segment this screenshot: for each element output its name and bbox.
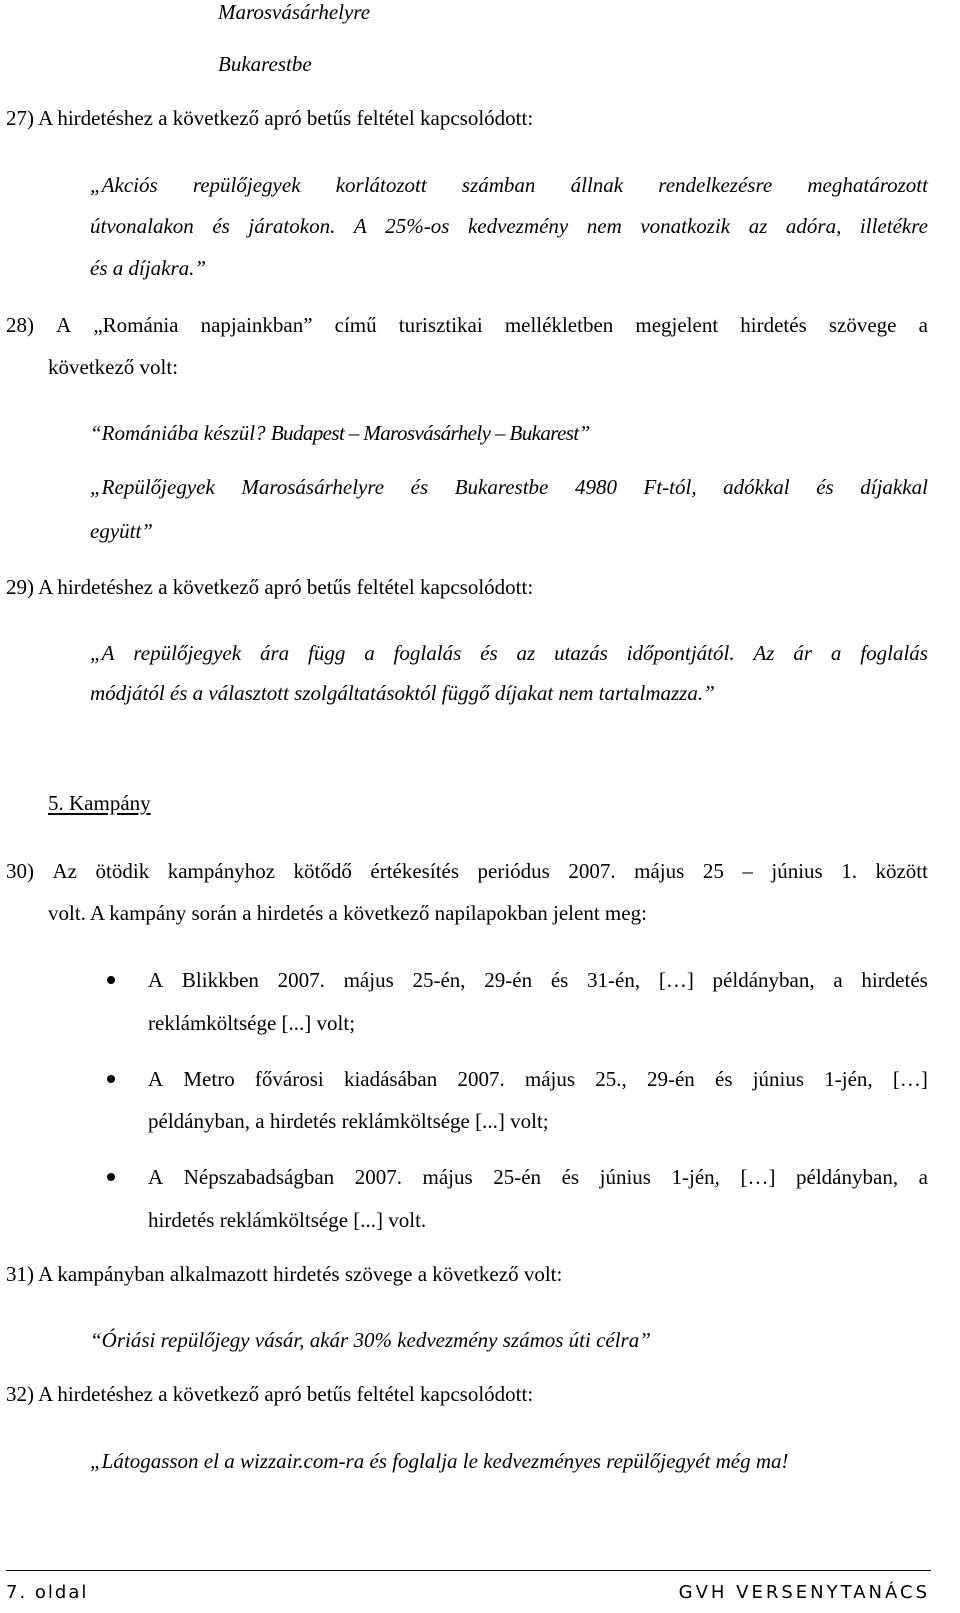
word: és bbox=[816, 475, 834, 499]
question-30-line-2: volt. A kampány során a hirdetés a következő napilapokban jelent meg: bbox=[48, 901, 647, 925]
word: adóra, bbox=[785, 214, 842, 238]
bullet-2-line-2: példányban, a hirdetés reklámköltsége [...] volt; bbox=[148, 1109, 549, 1133]
word: 25-én, bbox=[412, 968, 466, 992]
ad-text-2-line-1 bbox=[90, 477, 928, 498]
bullet-icon bbox=[107, 1075, 115, 1083]
question-27-quote-line-1 bbox=[90, 175, 928, 196]
word: az bbox=[748, 214, 768, 238]
word: vonatkozik bbox=[640, 214, 731, 238]
question-29-quote-line-1 bbox=[90, 643, 928, 664]
word: és bbox=[480, 641, 498, 665]
word: Blikkben bbox=[181, 968, 259, 992]
word: repülőjegyek bbox=[133, 641, 242, 665]
word: és bbox=[550, 968, 569, 992]
ad-text-2-line-2: együtt” bbox=[90, 519, 153, 543]
ad-text-1-question: “Romániába készül? bbox=[90, 421, 266, 445]
word: Népszabadságban bbox=[183, 1165, 335, 1189]
word: és bbox=[212, 214, 230, 238]
word: „Repülőjegyek bbox=[90, 475, 215, 499]
bullet-3-line-2: hirdetés reklámköltsége [...] volt. bbox=[148, 1208, 427, 1232]
word: ára bbox=[259, 641, 290, 665]
word: Marosásárhelyre bbox=[241, 475, 385, 499]
question-31-label: 31) A kampányban alkalmazott hirdetés szövege a következő volt: bbox=[6, 1262, 563, 1286]
word: A bbox=[148, 968, 164, 992]
word: Az bbox=[753, 641, 775, 665]
word: 25%-os bbox=[385, 214, 450, 238]
word: díjakkal bbox=[860, 475, 928, 499]
word: a bbox=[833, 968, 843, 992]
word: meghatározott bbox=[807, 173, 928, 197]
word: és bbox=[561, 1165, 580, 1189]
word: útvonalakon bbox=[90, 214, 194, 238]
word: mellékletben bbox=[504, 313, 614, 337]
word: értékesítés bbox=[370, 859, 460, 883]
word: függ bbox=[308, 641, 346, 665]
word: Bukarestbe bbox=[454, 475, 549, 499]
word: a bbox=[918, 313, 928, 337]
word: repülőjegyek bbox=[192, 173, 301, 197]
question-27-label: 27) A hirdetéshez a következő apró betűs feltétel kapcsolódott: bbox=[6, 106, 534, 130]
word: példányban, bbox=[712, 968, 815, 992]
bullet-icon bbox=[107, 1173, 115, 1181]
bullet-1-line-2: reklámköltsége [...] volt; bbox=[148, 1011, 356, 1035]
question-28-line-2: következő volt: bbox=[48, 355, 179, 379]
word: 1-jén, bbox=[671, 1165, 720, 1189]
word: 4980 bbox=[574, 475, 617, 499]
word: 2007. bbox=[568, 859, 616, 883]
word: Metro bbox=[183, 1067, 235, 1091]
question-32-label: 32) A hirdetéshez a következő apró betűs feltétel kapcsolódott: bbox=[6, 1382, 534, 1406]
word: A bbox=[148, 1165, 164, 1189]
bullet-2-line-1 bbox=[148, 1069, 928, 1090]
option-bukarestbe: Bukarestbe bbox=[218, 52, 312, 76]
word: 1-jén, bbox=[824, 1067, 873, 1091]
question-29-quote-line-2: módjától és a választott szolgáltatásoktól függő díjakat nem tartalmazza.” bbox=[90, 681, 715, 705]
word: […] bbox=[892, 1067, 928, 1091]
word: számban bbox=[461, 173, 536, 197]
word: foglalás bbox=[393, 641, 462, 665]
word: nem bbox=[586, 214, 622, 238]
word: A bbox=[148, 1067, 164, 1091]
word: 29-én bbox=[646, 1067, 695, 1091]
word: korlátozott bbox=[335, 173, 427, 197]
section-heading: 5. Kampány bbox=[48, 791, 151, 815]
word: állnak bbox=[570, 173, 624, 197]
word: fővárosi bbox=[254, 1067, 324, 1091]
word: május bbox=[343, 968, 394, 992]
word: illetékre bbox=[859, 214, 928, 238]
word: hirdetés bbox=[740, 313, 807, 337]
word: Az bbox=[52, 859, 78, 883]
word: 28) bbox=[6, 313, 34, 337]
word: utazás bbox=[554, 641, 608, 665]
word: […] bbox=[658, 968, 694, 992]
word: periódus bbox=[477, 859, 550, 883]
footer-organization: GVH VERSENYTANÁCS bbox=[678, 1582, 930, 1603]
word: június bbox=[752, 1067, 805, 1091]
word: adókkal bbox=[723, 475, 790, 499]
word: az bbox=[516, 641, 536, 665]
word: […] bbox=[740, 1165, 776, 1189]
question-27-quote-line-3: és a díjakra.” bbox=[90, 256, 207, 280]
word: június bbox=[771, 859, 823, 883]
word: kampányhoz bbox=[167, 859, 276, 883]
word: 25 bbox=[702, 859, 724, 883]
footer-page-number: 7. oldal bbox=[6, 1582, 89, 1603]
word: 1. bbox=[841, 859, 857, 883]
word: hirdetés bbox=[861, 968, 928, 992]
word: kiadásában bbox=[343, 1067, 438, 1091]
question-32-quote: „Látogasson el a wizzair.com-ra és foglalja le kedvezményes repülőjegyét még ma! bbox=[90, 1449, 789, 1473]
word: „A bbox=[90, 641, 115, 665]
word: és bbox=[410, 475, 429, 499]
word: szövege bbox=[828, 313, 897, 337]
word: „Akciós bbox=[90, 173, 158, 197]
word: A bbox=[353, 214, 367, 238]
bullet-icon bbox=[107, 976, 115, 984]
word: kedvezmény bbox=[467, 214, 569, 238]
word: 2007. bbox=[457, 1067, 505, 1091]
word: A bbox=[56, 313, 72, 337]
word: 25., bbox=[595, 1067, 627, 1091]
bullet-1-line-1 bbox=[148, 970, 928, 991]
word: és bbox=[715, 1067, 733, 1091]
question-27-quote-line-2 bbox=[90, 216, 928, 237]
footer-divider bbox=[6, 1570, 931, 1571]
word: 2007. bbox=[277, 968, 325, 992]
word: turisztikai bbox=[398, 313, 483, 337]
word: megjelent bbox=[635, 313, 719, 337]
word: május bbox=[422, 1165, 473, 1189]
word: napjainkban” bbox=[200, 313, 313, 337]
word: 29-én bbox=[484, 968, 533, 992]
word: példányban, bbox=[796, 1165, 899, 1189]
word: május bbox=[634, 859, 685, 883]
ad-text-1-route: Budapest – Marosvásárhely – Bukarest” bbox=[270, 421, 590, 445]
word: ötödik bbox=[95, 859, 150, 883]
word: kötődő bbox=[293, 859, 352, 883]
word: a bbox=[364, 641, 375, 665]
question-29-label: 29) A hirdetéshez a következő apró betűs feltétel kapcsolódott: bbox=[6, 575, 534, 599]
word: 31-én, bbox=[587, 968, 641, 992]
word: a bbox=[918, 1165, 928, 1189]
word: foglalás bbox=[860, 641, 928, 665]
word: a bbox=[830, 641, 842, 665]
word: ár bbox=[793, 641, 813, 665]
bullet-3-line-1 bbox=[148, 1167, 928, 1188]
word: – bbox=[742, 859, 753, 883]
word: között bbox=[875, 859, 928, 883]
word: című bbox=[334, 313, 377, 337]
word: rendelkezésre bbox=[658, 173, 773, 197]
question-31-quote: “Óriási repülőjegy vásár, akár 30% kedvezmény számos úti célra” bbox=[90, 1328, 651, 1352]
word: 25-én bbox=[493, 1165, 542, 1189]
option-marosvasarhelyre: Marosvásárhelyre bbox=[218, 0, 371, 24]
word: Ft-tól, bbox=[643, 475, 697, 499]
word: május bbox=[524, 1067, 576, 1091]
word: időpontjától. bbox=[626, 641, 735, 665]
word: 30) bbox=[6, 859, 34, 883]
ad-text-1 bbox=[90, 423, 590, 444]
word: járatokon. bbox=[248, 214, 336, 238]
word: június bbox=[599, 1165, 651, 1189]
question-30-line-1 bbox=[6, 861, 928, 882]
word: „Románia bbox=[93, 313, 179, 337]
word: 2007. bbox=[354, 1165, 402, 1189]
question-28-line-1 bbox=[6, 315, 928, 336]
